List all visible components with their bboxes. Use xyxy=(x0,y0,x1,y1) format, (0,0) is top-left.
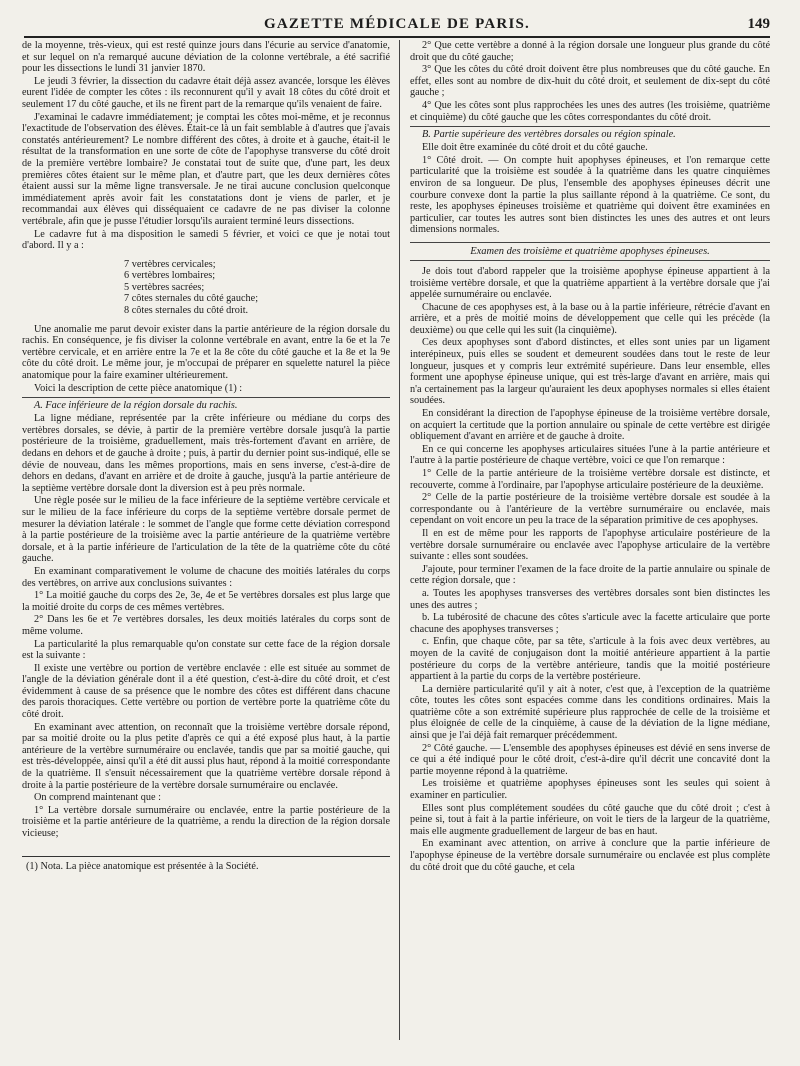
paragraph: En ce qui concerne les apophyses articulaires situées l'une à la partie antérieure et l'autre à la partie postérieure de chaque vertèbre, voici ce que l'on remarque : xyxy=(410,443,770,467)
paragraph: Voici la description de cette pièce anatomique (1) : xyxy=(34,382,243,394)
vertebrae-list xyxy=(22,259,390,317)
paragraph: 2° Côté gauche. — L'ensemble des apophyses épineuses est dévié en sens inverse de ce qui a été indiqué pour le côté droit, c'est-à-dire qu'il décrit une concavité dont la partie moyenne répond à la quatrième. xyxy=(410,742,770,777)
page-header xyxy=(24,14,770,38)
paragraph: Il existe une vertèbre ou portion de vertèbre enclavée : elle est située au sommet de l'angle de la déviation générale dont il a été question, c'est-à-dire du côté droit, et c'est évidemment à cause de sa présence que le nombre des côtes est différent dans chacune des parois thoraciques. Cette vertèbre ou portion de vertèbre porte la quatrième côte du côté droit. xyxy=(22,662,390,721)
paragraph: Chacune de ces apophyses est, à la base ou à la partie inférieure, rétrécie d'avant en arrière, et a près de moitié moins de développement que celle qui les précède (la deuxième) ou que celle qui les suit (la cinquième). xyxy=(410,301,770,336)
right-column xyxy=(410,40,770,1040)
column-rule xyxy=(399,40,400,1040)
paragraph: 3° Que les côtes du côté droit doivent être plus nombreuses que du côté gauche. En effet, elles sont au nombre de dix-huit du côté droit, et seulement de dix-sept du côté gauche ; xyxy=(410,64,770,99)
paragraph: La particularité la plus remarquable qu'on constate sur cette face de la région dorsale est la suivante : xyxy=(22,638,390,662)
paragraph: Le jeudi 3 février, la dissection du cadavre était déjà assez avancée, lorsque les élèves eurent l'idée de compter les côtes : ils reconnurent qu'il y avait 18 côtes du côté droit et seulement 17 du côté gauche, et ils ne firent part de la remarque qu'ils venaient de faire. xyxy=(22,75,390,110)
paragraph: b. La tubérosité de chacune des côtes s'articule avec la facette articulaire que porte chacune des apophyses transverses ; xyxy=(410,612,770,635)
paragraph: J'examinai le cadavre immédiatement; je comptai les côtes moi-même, et je reconnus l'exactitude de l'observation des élèves. Était-ce là un fait semblable à d'autres que j'avais constatés antérieurement? Le nombre différent des côtes, à droite et à gauche, était-il le résultat de la transformation en une sorte de côte de l'apophyse transverse du côté droit de la première vertèbre lombaire? Je constatai tout de suite que, d'une part, les deux premières côtes étaient sur le même plan, et d'autre part, que les deux dernières côtes étaient aussi sur la même ligne transversale. Je ne tirai aucune conclusion quelconque immédiatement après avoir fait les constatations dont je viens de parler, et je recommandai aux élèves qui disséquaient ce cadavre de ne pas diviser la colonne vertébrale, afin que je pusse l'étudier lorsqu'ils auraient terminé leurs dissections. xyxy=(22,111,390,227)
list-item: 6 vertèbres lombaires; xyxy=(124,270,216,282)
paragraph: de la moyenne, très-vieux, qui est resté quinze jours dans l'écurie au service d'anatomie, et sur lequel on n'a remarqué aucune déviation de la colonne vertébrale, a été sacrifié pour les dissections le lundi 31 janvier 1870. xyxy=(22,40,390,75)
section-heading-c: Examen des troisième et quatrième apophyses épineuses. xyxy=(410,242,770,261)
paragraph: J'ajoute, pour terminer l'examen de la face droite de la partie annulaire ou spinale de cette région dorsale, que : xyxy=(410,563,770,587)
paragraph: Ces deux apophyses sont d'abord distinctes, et elles sont unies par un ligament interépineux, puis elles se soudent et demeurent soudées dans tout le reste de leur longueur, jusques et y compris leur extrémité supérieure. Dans leur ensemble, elles forment une apophyse épineuse unique, qui est très-large d'avant en arrière, mais qui n'a certainement pas la largeur qu'auraient les deux apophyses normales si elles étaient soudées. xyxy=(410,337,770,407)
paragraph: 2° Dans les 6e et 7e vertèbres dorsales, les deux moitiés latérales du corps sont de même volume. xyxy=(22,614,390,637)
paragraph: Le cadavre fut à ma disposition le samedi 5 février, et voici ce que je notai tout d'abord. Il y a : xyxy=(22,228,390,252)
paragraph: Il en est de même pour les rapports de l'apophyse articulaire postérieure de la vertèbre dorsale surnuméraire ou enclavée avec l'apophyse articulaire de la vertèbre suivante : elles sont soudées. xyxy=(410,527,770,563)
section-heading-a xyxy=(22,397,390,412)
section-heading-a-text: A. Face inférieure de la région dorsale du rachis. xyxy=(34,400,238,412)
paragraph: 1° Celle de la partie antérieure de la troisième vertèbre dorsale est distincte, et recouverte, comme à l'ordinaire, par l'apophyse articulaire postérieure de la deuxième. xyxy=(410,468,770,491)
paragraph: Elle doit être examinée du côté droit et du côté gauche. xyxy=(422,142,648,154)
running-title: GAZETTE MÉDICALE DE PARIS. xyxy=(264,16,530,32)
paragraph: c. Enfin, que chaque côte, par sa tête, s'articule à la fois avec deux vertèbres, au moyen de la cavité de conjugaison dont la moitié antérieure appartient à la partie postérieure du corps de la vertèbre antérieure, tandis que la moitié postérieure appartient à la partie du corps de la vertèbre postérieure. xyxy=(410,636,770,683)
footnote: (1) Nota. La pièce anatomique est présentée à la Société. xyxy=(26,860,259,872)
paragraph: En considérant la direction de l'apophyse épineuse de la troisième vertèbre dorsale, on acquiert la certitude que la portion annulaire ou spinale de cette vertèbre est dirigée obliquement d'avant en arrière et de gauche à droite. xyxy=(410,408,770,443)
section-heading-b xyxy=(410,126,770,141)
page-number: 149 xyxy=(747,16,770,32)
paragraph: En examinant comparativement le volume de chacune des moitiés latérales du corps des vertèbres, on arrive aux conclusions suivantes : xyxy=(22,565,390,589)
paragraph: Elles sont plus complétement soudées du côté gauche que du côté droit ; c'est à peine si, tout à fait à la partie inférieure, on voit le tiers de la largeur de la quatrième, mais elle augmente graduellement de largeur de bas en haut. xyxy=(410,802,770,837)
footnote-rule xyxy=(22,856,390,857)
paragraph: 2° Celle de la partie postérieure de la troisième vertèbre dorsale est soudée à la correspondante ou à l'antérieure de la vertèbre surnuméraire ou enclavée, mais cependant on voit encore un peu la trace de la séparation primitive de ces apophyses. xyxy=(410,492,770,527)
paragraph: a. Toutes les apophyses transverses des vertèbres dorsales sont bien distinctes les unes des autres ; xyxy=(410,587,770,611)
paragraph: Je dois tout d'abord rappeler que la troisième apophyse épineuse appartient à la troisième vertèbre dorsale, et que la quatrième appartient à la vertèbre dorsale que j'ai appelée surnuméraire ou enclavée. xyxy=(410,265,770,301)
paragraph: 1° La moitié gauche du corps des 2e, 3e, 4e et 5e vertèbres dorsales est plus large que la moitié droite du corps de ces mêmes vertèbres. xyxy=(22,590,390,613)
paragraph: 1° La vertèbre dorsale surnuméraire ou enclavée, entre la partie postérieure de la troisième et la partie antérieure de la quatrième, a rendu la direction de la région dorsale vicieuse; xyxy=(22,804,390,839)
paragraph: En examinant avec attention, on arrive à conclure que la partie inférieure de l'apophyse épineuse de la vertèbre dorsale surnuméraire ou enclavée est plus complète du côté droit que du côté gauche, et cela xyxy=(410,838,770,873)
paragraph: 2° Que cette vertèbre a donné à la région dorsale une longueur plus grande du côté droit que du côté gauche; xyxy=(410,40,770,63)
list-item: 7 vertèbres cervicales; xyxy=(124,258,216,270)
paragraph: Une anomalie me parut devoir exister dans la partie antérieure de la région dorsale du rachis. En conséquence, je fis diviser la colonne vertébrale en avant, entre la 6e et la 7e vertèbre cervicale, et en arrière entre la 7e et la 8e côte du côté gauche et la 8e et la 9e côte du côté droit. Le même jour, je m'occupai de préparer en squelette naturel la pièce anatomique pour la faire examiner ultérieurement. xyxy=(22,323,390,382)
paragraph: La dernière particularité qu'il y ait à noter, c'est que, à l'exception de la quatrième côte, toutes les côtes sont espacées comme dans les conditions ordinaires. Mais la quatrième côte a son extrémité supérieure plus rapprochée de celle de la troisième et plus éloignée de celle de la cinquième, à cause de la déviation de la ligne médiane, ainsi que je l'ai déjà fait remarquer précédemment. xyxy=(410,683,770,742)
paragraph: Une règle posée sur le milieu de la face inférieure de la septième vertèbre cervicale et sur le milieu de la face inférieure du corps de la septième vertèbre dorsale permet de mesurer la déviation latérale : le sommet de l'angle que forme cette déviation correspond à la partie postérieure de la troisième avec la partie antérieure de la quatrième vertèbre dorsale, et à la partie inférieure de l'articulation de la tête de la quatrième côte du côté gauche. xyxy=(22,495,390,565)
list-item: 5 vertèbres sacrées; xyxy=(124,281,205,293)
list-item: 7 côtes sternales du côté gauche; xyxy=(124,293,259,305)
list-item: 8 côtes sternales du côté droit. xyxy=(124,305,249,317)
paragraph: La ligne médiane, représentée par la crête inférieure ou médiane du corps des vertèbres dorsales, se dévie, à partir de la première vertèbre dorsale jusqu'à la partie postérieure de la troisième, graduellement, mais très-fortement d'avant en arrière, de dedans en dehors et de gauche à droite ; puis, à partir du dernier point sus-indiqué, elle se dévie de nouveau, dans les mêmes proportions, mais en sens inverse, c'est-à-dire de dehors en dedans, d'avant en arrière et de droite à gauche, jusqu'à la partie antérieure de la septième vertèbre dorsale dont la diversion est à peu près normale. xyxy=(22,413,390,494)
left-column xyxy=(22,40,390,1040)
paragraph: En examinant avec attention, on reconnaît que la troisième vertèbre dorsale répond, par sa moitié droite ou la plus petite d'après ce qui a été exposé plus haut, à la partie antérieure de la vertèbre surnuméraire ou enclavée, tandis que par sa moitié gauche, qui est très-développée, ainsi qu'il a été dit aussi plus haut, répond à la moitié correspondante de la quatrième. Il s'ensuit nécessairement que la quatrième vertèbre dorsale répond à droite à la partie postérieure de la vertèbre dorsale surnuméraire ou enclavée. xyxy=(22,721,390,791)
paragraph: Les troisième et quatrième apophyses épineuses sont les seules qui soient à examiner en particulier. xyxy=(410,778,770,802)
paragraph: On comprend maintenant que : xyxy=(34,792,161,804)
paragraph: 1° Côté droit. — On compte huit apophyses épineuses, et l'on remarque cette particularité que la troisième est soudée à la quatrième dans les quatre cinquièmes environ de sa longueur. De plus, l'ensemble des apophyses épineuses décrit une courbure convexe dont la partie la plus saillante répond à la quatrième. Ce sont, du reste, les apophyses épineuses troisième et quatrième qui doivent être examinées en particulier, car toutes les autres sont bien distinctes les unes des autres et ont leurs dimensions normales. xyxy=(410,154,770,236)
section-heading-b-text: B. Partie supérieure des vertèbres dorsales ou région spinale. xyxy=(422,129,676,141)
paragraph: 4° Que les côtes sont plus rapprochées les unes des autres (les troisième, quatrième et cinquième) du côté gauche que les côtes correspondantes du côté droit. xyxy=(410,99,770,123)
